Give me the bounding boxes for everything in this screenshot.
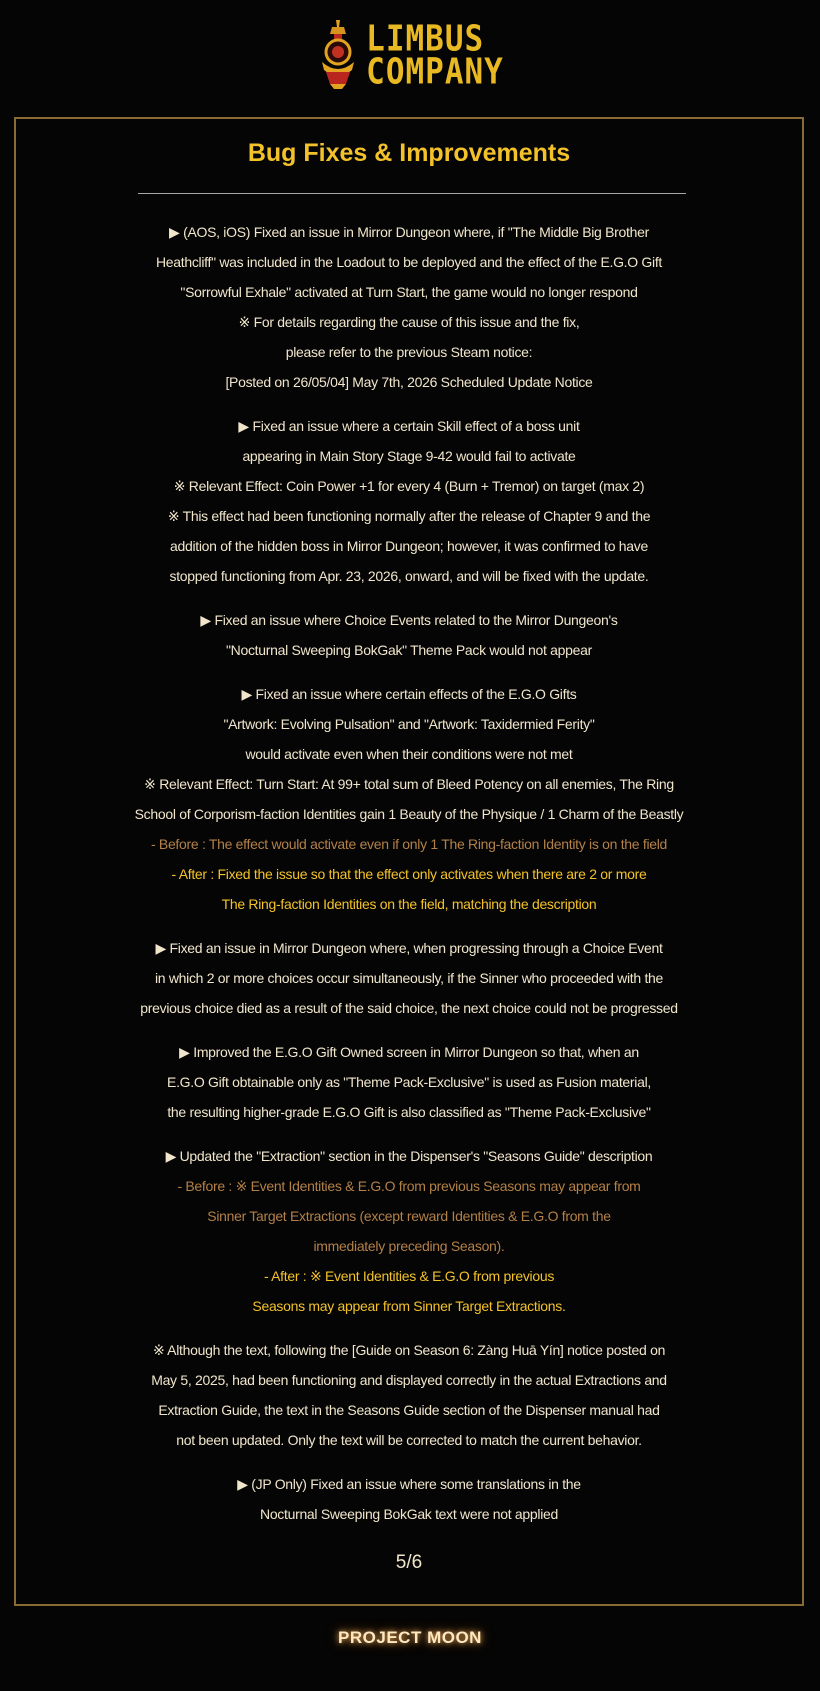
header-logo (0, 16, 820, 96)
notice-item (16, 217, 802, 397)
notice-line-before: - Before : The effect would activate even if only 1 The Ring-faction Identity is on the field (150, 836, 668, 852)
notice-line-after: The Ring-faction Identities on the field, matching the description (221, 896, 597, 912)
notice-line: in which 2 or more choices occur simultaneously, if the Sinner who proceeded with the (154, 970, 664, 986)
notice-line: the resulting higher-grade E.G.O Gift is also classified as "Theme Pack-Exclusive" (167, 1104, 651, 1120)
notice-item (16, 1037, 802, 1127)
notice-line: "Artwork: Evolving Pulsation" and "Artwork: Taxidermied Ferity" (223, 716, 595, 732)
notice-line: "Sorrowful Exhale" activated at Turn Start, the game would no longer respond (180, 284, 638, 300)
notice-item (16, 1335, 802, 1455)
logo-line-2: COMPANY (366, 51, 504, 93)
notice-line-before: - Before : ※ Event Identities & E.G.O from previous Seasons may appear from (177, 1178, 641, 1194)
notice-line: [Posted on 26/05/04] May 7th, 2026 Scheduled Update Notice (225, 374, 593, 390)
notice-line: ▶ Updated the "Extraction" section in the Dispenser's "Seasons Guide" description (165, 1148, 653, 1164)
notice-line-after: Seasons may appear from Sinner Target Extractions. (252, 1298, 566, 1314)
page-indicator: 5/6 (395, 1552, 423, 1573)
notice-line: Heathcliff" was included in the Loadout to be deployed and the effect of the E.G.O Gift (155, 254, 663, 270)
notice-line: E.G.O Gift obtainable only as "Theme Pack-Exclusive" is used as Fusion material, (167, 1074, 651, 1090)
notice-line: ▶ Fixed an issue where Choice Events related to the Mirror Dungeon's (200, 612, 618, 628)
notice-content (16, 217, 802, 1543)
notice-line-before: Sinner Target Extractions (except reward Identities & E.G.O from the (207, 1208, 611, 1224)
notice-item (16, 1141, 802, 1321)
notice-line-after: - After : Fixed the issue so that the effect only activates when there are 2 or more (171, 866, 647, 882)
notice-line: please refer to the previous Steam notice: (285, 344, 533, 360)
notice-line: would activate even when their conditions were not met (245, 746, 573, 762)
footer-brand: PROJECT MOON (338, 1628, 482, 1647)
notice-line: ※ For details regarding the cause of this issue and the fix, (238, 314, 580, 330)
notice-line: appearing in Main Story Stage 9-42 would fail to activate (242, 448, 576, 464)
logo-group (316, 18, 504, 95)
notice-item (16, 1469, 802, 1529)
notice-line: addition of the hidden boss in Mirror Dungeon; however, it was confirmed to have (170, 538, 648, 554)
notice-line: School of Corporism-faction Identities gain 1 Beauty of the Physique / 1 Charm of the Beastly (134, 806, 684, 822)
notice-line: ※ Relevant Effect: Turn Start: At 99+ total sum of Bleed Potency on all enemies, The Ring (144, 776, 674, 792)
notice-item (16, 411, 802, 591)
notice-line: May 5, 2025, had been functioning and displayed correctly in the actual Extractions and (151, 1372, 667, 1388)
notice-item (16, 679, 802, 919)
notice-line: ▶ (JP Only) Fixed an issue where some translations in the (237, 1476, 581, 1492)
notice-line: ▶ Fixed an issue in Mirror Dungeon where, when progressing through a Choice Event (155, 940, 663, 956)
notice-line: ※ Relevant Effect: Coin Power +1 for every 4 (Burn + Tremor) on target (max 2) (173, 478, 645, 494)
notice-line: stopped functioning from Apr. 23, 2026, onward, and will be fixed with the update. (169, 568, 649, 584)
notice-item (16, 605, 802, 665)
logo-line-1: LIMBUS (366, 18, 485, 61)
notice-line: ▶ (AOS, iOS) Fixed an issue in Mirror Dungeon where, if "The Middle Big Brother (169, 224, 649, 240)
logo-wordmark (366, 18, 504, 93)
title-divider (138, 193, 686, 194)
notice-line: Nocturnal Sweeping BokGak text were not applied (260, 1506, 558, 1522)
notice-line: "Nocturnal Sweeping BokGak" Theme Pack would not appear (226, 642, 592, 658)
notice-line: ▶ Fixed an issue where certain effects of the E.G.O Gifts (241, 686, 577, 702)
notice-title: Bug Fixes & Improvements (247, 139, 571, 167)
notice-item (16, 933, 802, 1023)
notice-line: previous choice died as a result of the said choice, the next choice could not be progressed (140, 1000, 678, 1016)
notice-line: ▶ Improved the E.G.O Gift Owned screen in Mirror Dungeon so that, when an (179, 1044, 639, 1060)
notice-line-after: - After : ※ Event Identities & E.G.O from previous (263, 1268, 555, 1284)
notice-panel (14, 117, 804, 1606)
notice-line: ※ This effect had been functioning normally after the release of Chapter 9 and the (167, 508, 651, 524)
notice-line: ※ Although the text, following the [Guide on Season 6: Zàng Huā Yín] notice posted on (152, 1342, 666, 1358)
clock-tower-emblem-icon (316, 18, 360, 95)
notice-line: Extraction Guide, the text in the Seasons Guide section of the Dispenser manual had (158, 1402, 660, 1418)
notice-line: not been updated. Only the text will be corrected to match the current behavior. (176, 1432, 642, 1448)
notice-line-before: immediately preceding Season). (313, 1238, 505, 1254)
notice-line: ▶ Fixed an issue where a certain Skill effect of a boss unit (238, 418, 580, 434)
